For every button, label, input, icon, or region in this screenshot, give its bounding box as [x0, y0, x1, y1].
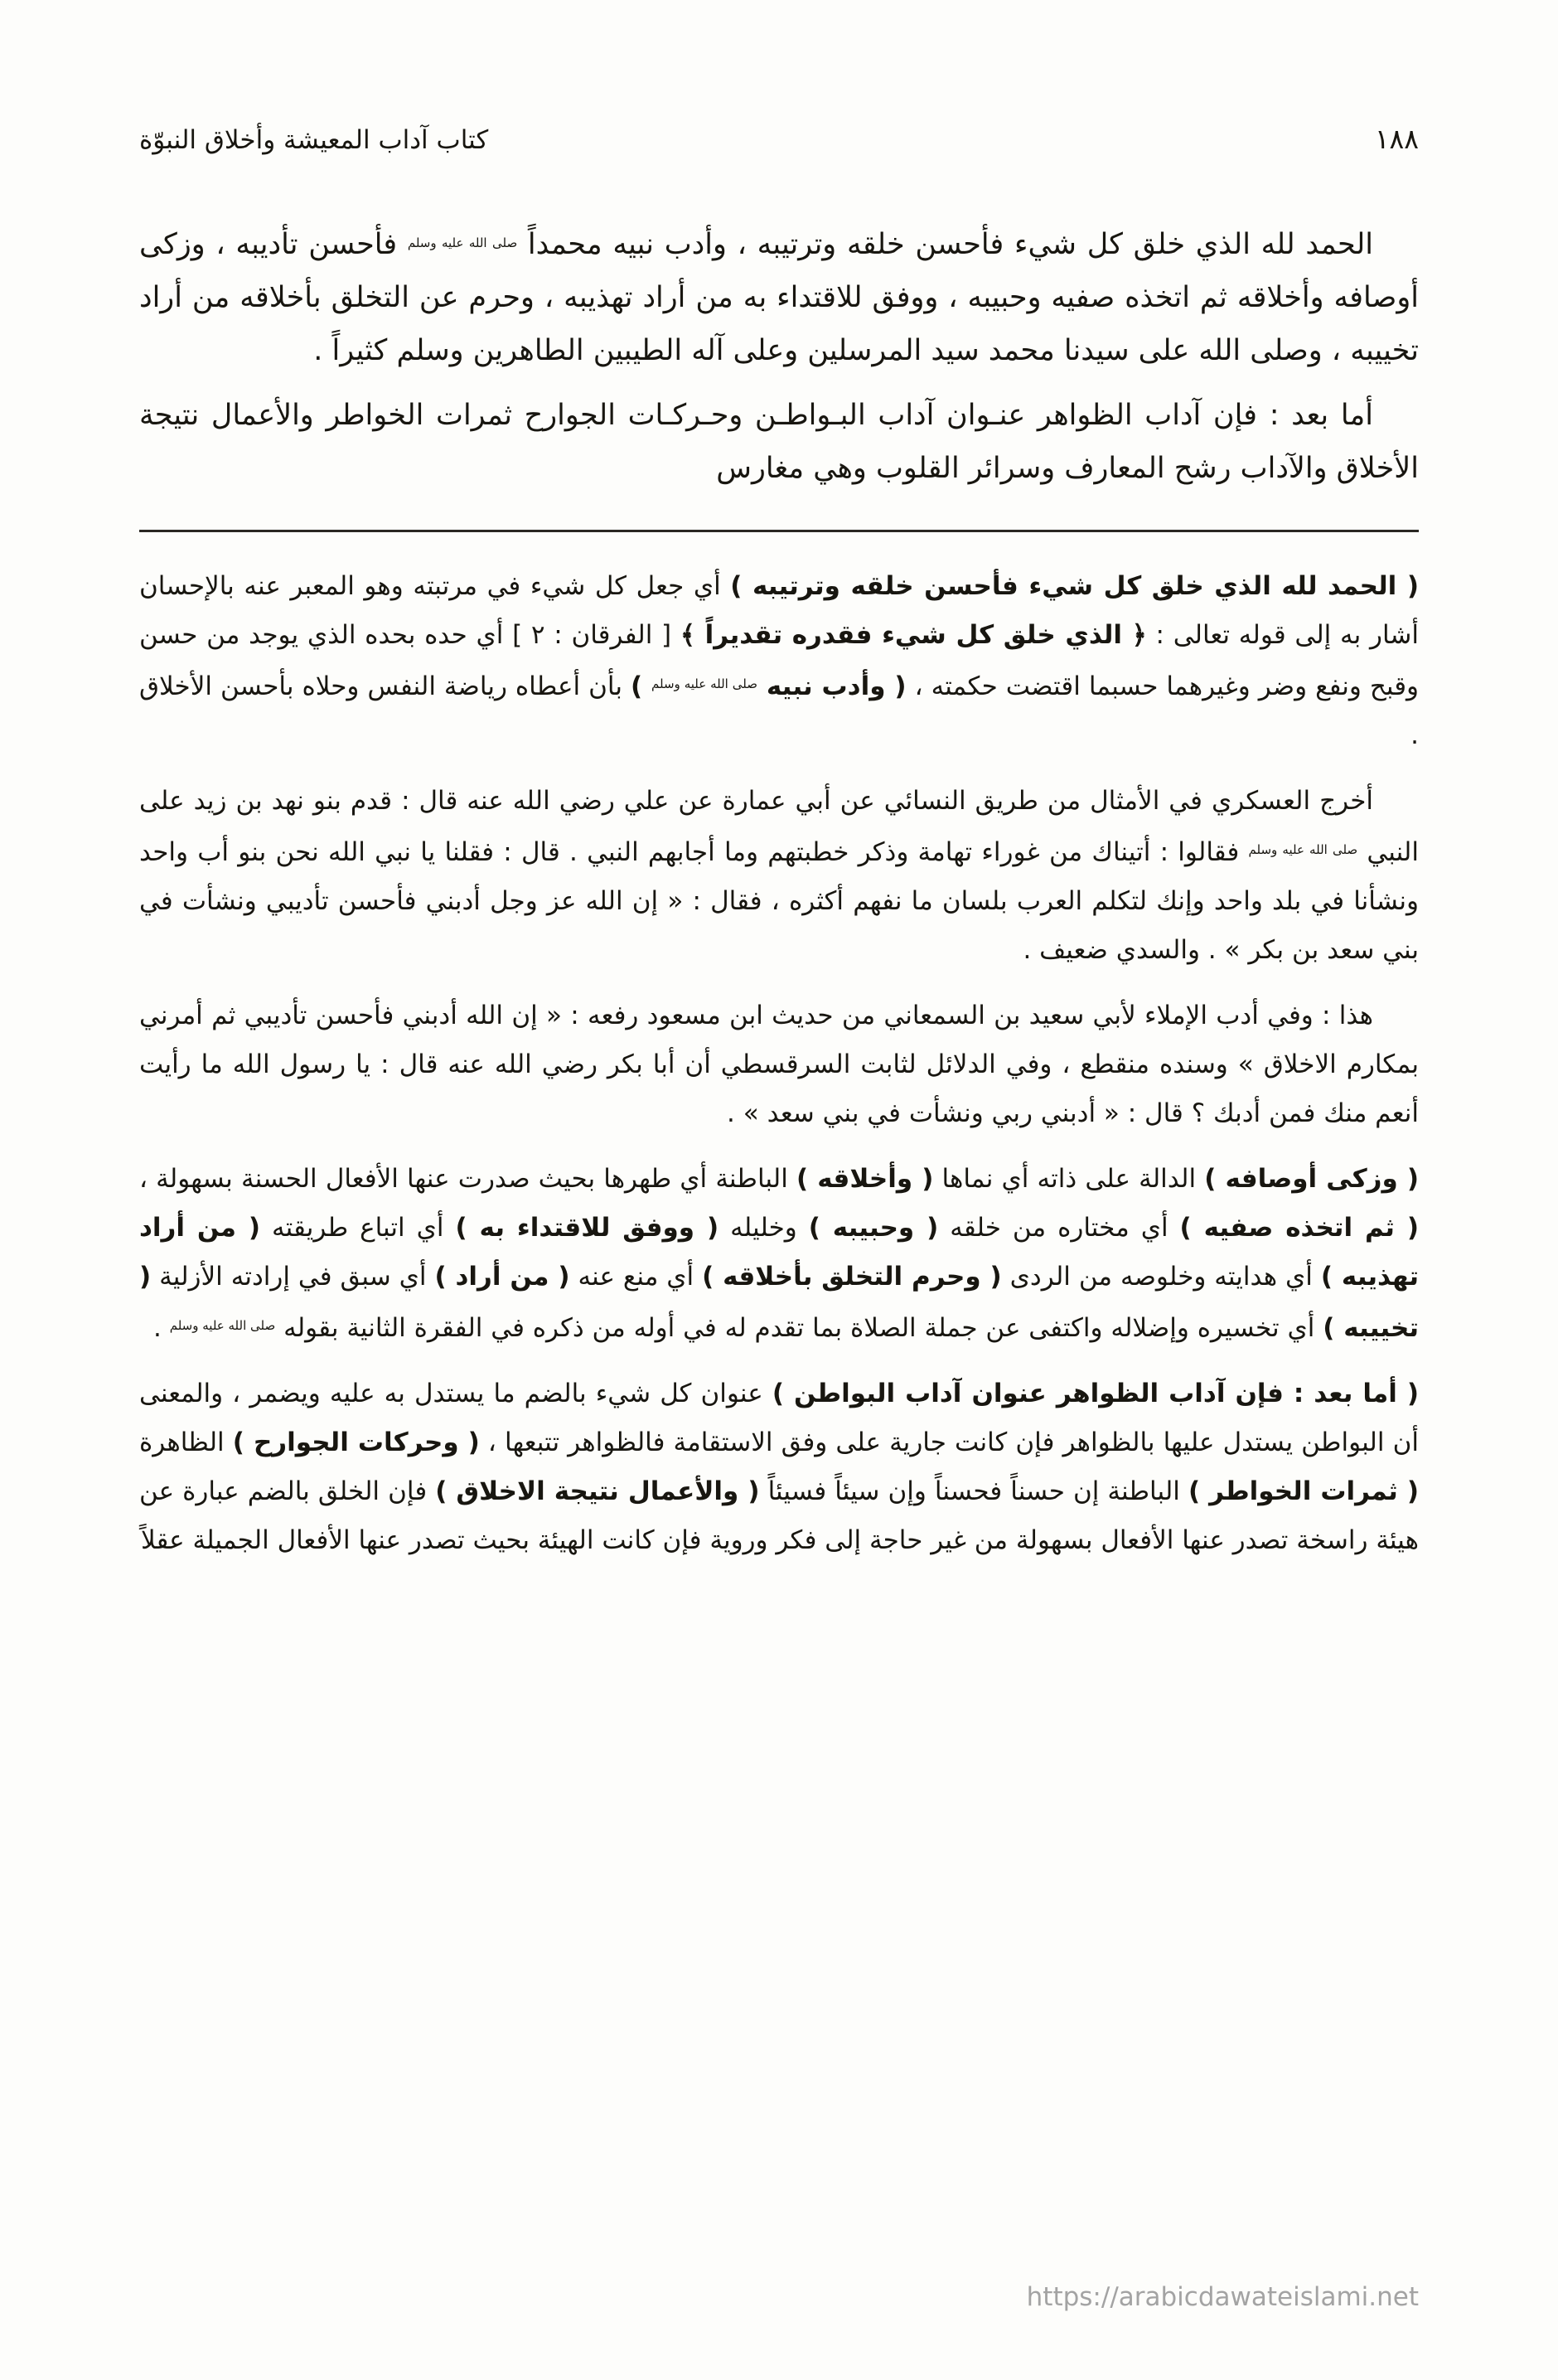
- bold-lemma: ( من أراد تهذيبه ): [139, 1213, 1420, 1292]
- salla-allahu-alayhi-wasallam-mark: صلى الله عليه وسلم: [407, 235, 518, 250]
- text-run: أي جعل كل شيء في مرتبته وهو المعبر عنه بالإحسان أشار به إلى قوله تعالى :: [139, 571, 1419, 650]
- text-run: أي هدايته وخلوصه من الردى: [1001, 1262, 1321, 1292]
- text-run: أي تخسيره وإضلاله واكتفى عن جملة الصلاة بما تقدم له في أوله من ذكره في الفقرة الثانية بقوله: [275, 1313, 1323, 1343]
- matn-sharh-separator: [139, 530, 1419, 532]
- bold-lemma: ( ووفق للاقتداء به ): [455, 1213, 719, 1243]
- bold-lemma: ( وزكى أوصافه ): [1204, 1164, 1420, 1194]
- sharh-paragraph-3: [139, 991, 1419, 1138]
- salla-allahu-alayhi-wasallam-mark: صلى الله عليه وسلم: [1248, 842, 1358, 857]
- sharh-paragraph-5: [139, 1369, 1419, 1565]
- bold-lemma: ( تخييبه ): [139, 1262, 1419, 1343]
- text-run: الباطنة أي طهرها بحيث صدرت عنها الأفعال الحسنة بسهولة ،: [139, 1164, 796, 1194]
- text-run: أي مختاره من خلقه: [938, 1213, 1180, 1243]
- bold-lemma: ( وحبيبه ): [808, 1213, 939, 1243]
- matn-section: [139, 216, 1419, 495]
- bold-lemma: ( الحمد لله الذي خلق كل شيء فأحسن خلقه وترتيبه ): [730, 571, 1419, 601]
- bold-lemma: ( أما بعد : فإن آداب الظواهر عنوان آداب البواطن ): [772, 1379, 1419, 1408]
- bold-lemma: ( وأخلاقه ): [796, 1164, 934, 1194]
- text-run: بأن أعطاه رياضة النفس وحلاه بأحسن الأخلاق .: [139, 671, 1419, 750]
- sharh-paragraph-2: [139, 777, 1419, 975]
- text-run: فأحسن تأديبه ، وزكى أوصافه وأخلاقه ثم اتخذه صفيه وحبيبه ، ووفق للاقتداء به من أراد تهذيبه ، وحرم عن التخلق بأخلاقه من أراد تخييبه ، وصلى الله على سيدنا محمد سيد المرسلين وعلى آله الطيبين الطاهرين وسلم كثيراً .: [139, 228, 1419, 367]
- sharh-paragraph-1: [139, 562, 1419, 760]
- bold-lemma: ( ثم اتخذه صفيه ): [1179, 1213, 1419, 1243]
- bold-lemma: ( ثمرات الخواطر ): [1188, 1476, 1419, 1506]
- text-run: عنوان كل شيء بالضم ما يستدل به عليه ويضمر ، والمعنى أن البواطن يستدل عليها بالظواهر فإن كانت جارية على وفق الاستقامة فالظواهر تتبعها ،: [139, 1379, 1419, 1457]
- text-run: أخرج العسكري في الأمثال من طريق النسائي عن أبي عمارة عن علي رضي الله عنه قال : قدم بنو نهد بن زيد على النبي: [139, 786, 1419, 867]
- text-run: فقالوا : أتيناك من غوراء تهامة وذكر خطبتهم وما أجابهم النبي . قال : فقلنا يا نبي الله نحن بنو أب واحد ونشأنا في بلد واحد وإنك لتكلم العرب بلسان ما نفهم أكثره ، فقال : « إن الله عز وجل أدبني فأحسن تأديبي ونشأت في بني سعد بن بكر » . والسدي ضعيف .: [139, 837, 1419, 965]
- bold-lemma: ( وأدب نبيه: [757, 671, 907, 701]
- text-run: أي منع عنه: [569, 1262, 703, 1292]
- text-run: الباطنة إن حسناً فحسناً وإن سيئاً فسيئاً: [759, 1476, 1188, 1506]
- matn-paragraph-2: [139, 389, 1419, 495]
- salla-allahu-alayhi-wasallam-mark: صلى الله عليه وسلم: [651, 676, 757, 691]
- text-run: الظاهرة: [139, 1428, 233, 1457]
- matn-paragraph-1: [139, 216, 1419, 377]
- watermark-url: https://arabicdawateislami.net: [1026, 2282, 1419, 2312]
- text-run: الحمد لله الذي خلق كل شيء فأحسن خلقه وترتيبه ، وأدب نبيه محمداً: [517, 228, 1373, 261]
- bold-lemma: ( وحرم التخلق بأخلاقه ): [702, 1262, 1002, 1292]
- text-run: [ الفرقان : ٢ ] أي حده بحده الذي يوجد من حسن وقبح ونفع وضر وغيرهما حسبما اقتضت حكمته ،: [139, 620, 1420, 701]
- bold-lemma: ﴿ الذي خلق كل شيء فقدره تقديراً ﴾: [680, 620, 1147, 650]
- salla-allahu-alayhi-wasallam-mark: صلى الله عليه وسلم: [169, 1318, 276, 1333]
- text-run: .: [153, 1313, 170, 1343]
- text-run: وخليله: [719, 1213, 809, 1243]
- text-run: أما بعد : فإن آداب الظواهر عنـوان آداب البـواطـن وحـركـات الجوارح ثمرات الخواطر والأعمال نتيجة الأخلاق والآداب رشح المعارف وسرائر القلوب وهي مغارس: [139, 399, 1419, 485]
- text-run: أي اتباع طريقته: [260, 1213, 456, 1243]
- bold-lemma: ( والأعمال نتيجة الاخلاق ): [435, 1476, 760, 1506]
- book-title: كتاب آداب المعيشة وأخلاق النبوّة: [139, 125, 489, 155]
- sharh-section: [139, 562, 1419, 1565]
- page-header: [139, 123, 1419, 157]
- text-run: فإن الخلق بالضم عبارة عن هيئة راسخة تصدر عنها الأفعال بسهولة من غير حاجة إلى فكر وروية فإن كانت الهيئة بحيث تصدر عنها الأفعال الجميلة عقلاً: [139, 1476, 1419, 1555]
- bold-lemma: ( من أراد ): [434, 1262, 570, 1292]
- text-run: أي سبق في إرادته الأزلية: [151, 1262, 435, 1292]
- bold-lemma: ( وحركات الجوارح ): [232, 1428, 480, 1457]
- text-run: هذا : وفي أدب الإملاء لأبي سعيد بن السمعاني من حديث ابن مسعود رفعه : « إن الله أدبني فأحسن تأديبي ثم أمرني بمكارم الاخلاق » وسنده منقطع ، وفي الدلائل لثابت السرقسطي أن أبا بكر رضي الله عنه قال : يا رسول الله ما رأيت أنعم منك فمن أدبك ؟ قال : « أدبني ربي ونشأت في بني سعد » .: [139, 1001, 1419, 1128]
- sharh-paragraph-4: [139, 1155, 1419, 1353]
- text-run: الدالة على ذاته أي نماها: [933, 1164, 1205, 1194]
- page-number: ١٨٨: [1374, 123, 1419, 155]
- bold-lemma: ): [630, 671, 652, 701]
